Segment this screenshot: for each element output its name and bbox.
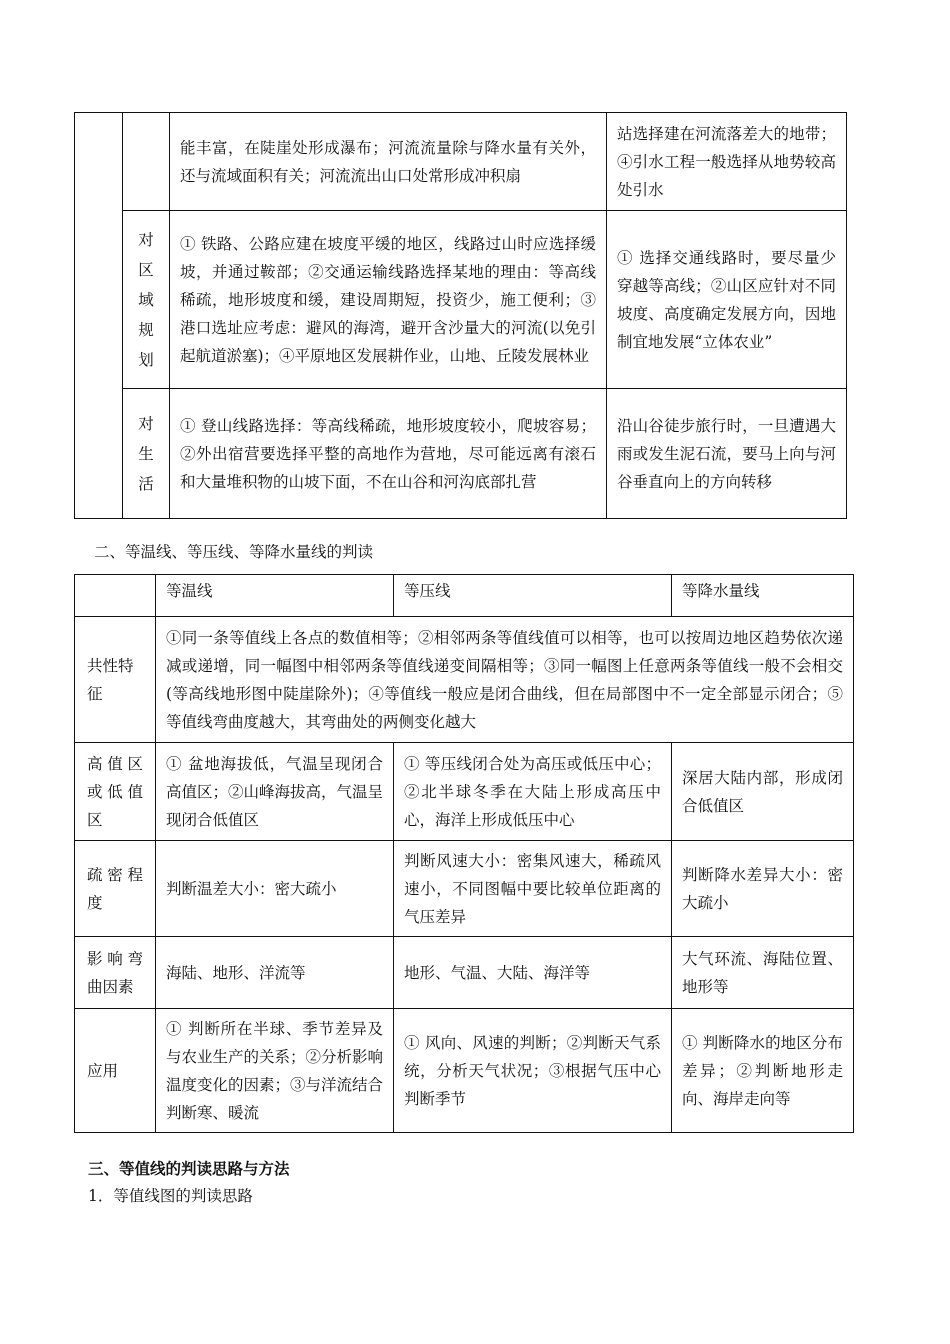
contour-application-table [74, 112, 847, 519]
row-label-regional-planning: 对 区 域 规 划 [123, 211, 170, 389]
table-row [75, 617, 854, 743]
header-cell-empty [75, 575, 156, 617]
section-3-subheading: 1．等值线图的判读思路 [88, 1187, 253, 1205]
table-cell: 深居大陆内部，形成闭合低值区 [672, 743, 854, 841]
table-cell: ①同一条等值线上各点的数值相等；②相邻两条等值线值可以相等，也可以按周边地区趋势依次递减或递增，同一幅图中相邻两条等值线递变间隔相等；③同一幅图上任意两条等值线一般不会相交(等高线地形图中陡崖除外)；④等值线一般应是闭合曲线，但在局部图中不一定全部显示闭合；⑤等值线弯曲度越大，其弯曲处的两侧变化越大 [156, 617, 854, 743]
table-row [75, 1009, 854, 1133]
table-cell: ① 判断降水的地区分布差异；②判断地形走向、海岸走向等 [672, 1009, 854, 1133]
table-cell: 地形、气温、大陆、海洋等 [394, 937, 672, 1009]
header-cell: 等温线 [156, 575, 394, 617]
isoline-comparison-table [74, 574, 854, 1133]
row-label-empty [123, 113, 170, 211]
table-cell: ① 风向、风速的判断；②判断天气系统，分析天气状况；③根据气压中心判断季节 [394, 1009, 672, 1133]
table-row [75, 211, 847, 389]
row-label-life: 对 生 活 [123, 389, 170, 519]
table-row [75, 841, 854, 937]
table-cell: 海陆、地形、洋流等 [156, 937, 394, 1009]
table-cell: ① 等压线闭合处为高压或低压中心；②北半球冬季在大陆上形成高压中心，海洋上形成低压中心 [394, 743, 672, 841]
table-cell: 大气环流、海陆位置、地形等 [672, 937, 854, 1009]
table-cell: 站选择建在河流落差大的地带；④引水工程一般选择从地势较高处引水 [607, 113, 847, 211]
header-cell: 等降水量线 [672, 575, 854, 617]
row-label: 应用 [75, 1009, 156, 1133]
table-cell: ① 铁路、公路应建在坡度平缓的地区，线路过山时应选择缓坡，并通过鞍部；②交通运输线路选择某地的理由：等高线稀疏，地形坡度和缓，建设周期短，投资少，施工便利；③港口选址应考虑：避风的海湾，避开含沙量大的河流(以免引起航道淤塞)；④平原地区发展耕作业，山地、丘陵发展林业 [170, 211, 607, 389]
merged-category-cell [75, 113, 123, 519]
table-cell: 判断风速大小：密集风速大，稀疏风速小，不同图幅中要比较单位距离的气压差异 [394, 841, 672, 937]
table-cell: 沿山谷徒步旅行时，一旦遭遇大雨或发生泥石流，要马上向与河谷垂直向上的方向转移 [607, 389, 847, 519]
table-cell: ① 选择交通线路时，要尽量少穿越等高线；②山区应针对不同坡度、高度确定发展方向，因地制宜地发展“立体农业” [607, 211, 847, 389]
table-row [75, 937, 854, 1009]
table-cell: 判断温差大小：密大疏小 [156, 841, 394, 937]
table-cell: ① 判断所在半球、季节差异及与农业生产的关系；②分析影响温度变化的因素；③与洋流结合判断寒、暖流 [156, 1009, 394, 1133]
section-3-heading: 三、等值线的判读思路与方法 [88, 1159, 290, 1178]
table-cell: 判断降水差异大小：密大疏小 [672, 841, 854, 937]
row-label: 疏密程度 [75, 841, 156, 937]
row-label: 高值区或低值区 [75, 743, 156, 841]
header-cell: 等压线 [394, 575, 672, 617]
table-cell: ① 登山线路选择：等高线稀疏，地形坡度较小，爬坡容易；②外出宿营要选择平整的高地作为营地，尽可能远离有滚石和大量堆积物的山坡下面，不在山谷和河沟底部扎营 [170, 389, 607, 519]
table-header-row [75, 575, 854, 617]
table-cell: 能丰富，在陡崖处形成瀑布；河流流量除与降水量有关外，还与流域面积有关；河流流出山口处常形成冲积扇 [170, 113, 607, 211]
table-row [75, 389, 847, 519]
table-row [75, 113, 847, 211]
section-2-heading: 二、等温线、等压线、等降水量线的判读 [94, 543, 374, 561]
row-label: 共性特征 [75, 617, 156, 743]
table-cell: ① 盆地海拔低，气温呈现闭合高值区；②山峰海拔高，气温呈现闭合低值区 [156, 743, 394, 841]
row-label: 影响弯曲因素 [75, 937, 156, 1009]
table-row [75, 743, 854, 841]
